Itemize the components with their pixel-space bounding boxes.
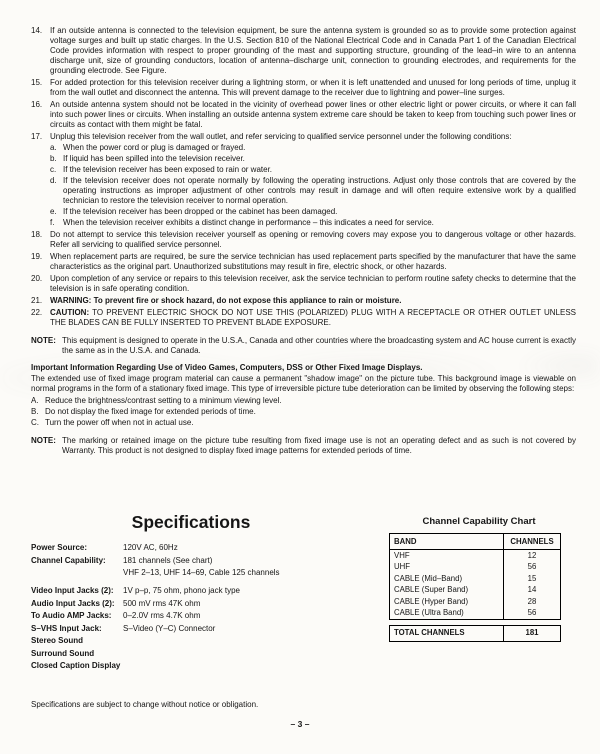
spec-value: VHF 2–13, UHF 14–69, Cable 125 channels	[123, 568, 280, 577]
spec-label: Closed Caption Display	[31, 661, 121, 670]
subitem-text: When the television receiver exhibits a distinct change in performance – this indicates a need for service.	[63, 218, 434, 227]
safety-subitem-b	[50, 154, 576, 164]
item-number: 19.	[31, 252, 43, 261]
safety-item-16	[31, 100, 576, 130]
item-number: 21.	[31, 296, 43, 305]
channel-chart-title: Channel Capability Chart	[422, 516, 536, 527]
caution-text: TO PREVENT ELECTRIC SHOCK DO NOT USE THIS (POLARIZED) PLUG WITH A RECEPTACLE OR OTHER OUTLET UNLESS THE BLADES CAN BE FULLY INSERTED TO PREVENT BLADE EXPOSURE.	[50, 308, 576, 327]
note-text: The marking or retained image on the picture tube resulting from fixed image use is not an operating defect and as such is not covered by Warranty. This product is not designed to display fixed image patterns for extended periods of time.	[62, 436, 576, 455]
safety-item-22-caution	[31, 308, 576, 328]
band-cell: CABLE (Mid–Band)	[390, 573, 504, 585]
fixed-image-heading: Important Information Regarding Use of Video Games, Computers, DSS or Other Fixed Image Displays.	[31, 363, 423, 372]
specifications-title: Specifications	[131, 512, 251, 532]
table-row	[390, 549, 561, 561]
note-1	[31, 336, 576, 356]
safety-item-15	[31, 78, 576, 98]
item-number: 17.	[31, 132, 43, 141]
spec-row	[31, 649, 371, 659]
item-text: An outside antenna system should not be located in the vicinity of overhead power lines or other electric light or power circuits, or where it can fall into such power lines or circuits. When installing an outside antenna system extreme care should be taken to keep from touching such power lines or circuits as contact with them might be fatal.	[50, 100, 576, 129]
item-number: 16.	[31, 100, 43, 109]
item-text	[50, 296, 576, 306]
spec-value: 1V p–p, 75 ohm, phono jack type	[123, 586, 240, 595]
step-b	[31, 407, 576, 417]
table-row	[390, 596, 561, 608]
step-letter: C.	[31, 418, 39, 427]
spec-value: S–Video (Y–C) Connector	[123, 623, 216, 633]
spec-value: 181 channels (See chart)	[123, 555, 213, 565]
spec-row	[31, 599, 371, 609]
safety-subitem-f	[50, 218, 576, 228]
channel-table-header-row	[390, 534, 561, 550]
item-text	[50, 308, 576, 328]
channels-header: CHANNELS	[504, 534, 561, 550]
spec-value	[123, 661, 371, 671]
spec-label	[31, 568, 123, 578]
item-number: 15.	[31, 78, 43, 87]
spec-label: Channel Capability:	[31, 555, 106, 565]
safety-subitem-a	[50, 143, 576, 153]
note-label: NOTE:	[31, 436, 56, 445]
item-number: 20.	[31, 274, 43, 283]
item-number: 22.	[31, 308, 43, 317]
safety-item-18	[31, 230, 576, 250]
subitem-text: If the television receiver has been dropped or the cabinet has been damaged.	[63, 207, 338, 216]
spec-label: To Audio AMP Jacks:	[31, 611, 112, 620]
step-text: Do not display the fixed image for extended periods of time.	[45, 407, 256, 416]
band-cell: CABLE (Hyper Band)	[390, 596, 504, 608]
subitem-text: If the television receiver does not operate normally by following the operating instructions. Adjust only those controls that are covered by the operating instructions as improper adjustment of other controls may result in damage and will often require extensive work by a qualified technician to restore the television receiver to normal operation.	[63, 176, 576, 205]
channel-table	[389, 533, 561, 620]
spec-row	[31, 661, 371, 671]
total-row	[390, 625, 561, 641]
spec-label: Surround Sound	[31, 648, 95, 658]
channel-capability-chart	[389, 512, 569, 674]
caution-label: CAUTION:	[50, 308, 90, 317]
spec-label: Stereo Sound	[31, 636, 84, 645]
item-text: When replacement parts are required, be sure the service technician has used replacement parts specified by the manufacturer that have the same characteristics as the original part. Unauthorized substitutions may result in fire, electric shock, or other hazards.	[50, 252, 576, 271]
footer-disclaimer: Specifications are subject to change without notice or obligation.	[31, 700, 259, 709]
step-letter: B.	[31, 407, 39, 416]
step-letter: A.	[31, 396, 39, 405]
subitem-letter: a.	[50, 143, 57, 152]
safety-item-17	[31, 132, 576, 228]
subitem-text: When the power cord or plug is damaged or frayed.	[63, 143, 246, 152]
step-a	[31, 396, 576, 406]
spec-row	[31, 556, 371, 566]
table-row	[390, 607, 561, 619]
spec-label: Power Source:	[31, 543, 88, 552]
safety-item-20	[31, 274, 576, 294]
spec-row	[31, 543, 371, 553]
item-number: 18.	[31, 230, 43, 239]
subitem-letter: c.	[50, 165, 57, 174]
item-text: If an outside antenna is connected to the television equipment, be sure the antenna system is grounded so as to provide some protection against voltage surges and built up static charges. In the U.S. Section 810 of the National Electrical Code and in Canada Part 1 of the Canadian Electrical Code provides information with respect to proper grounding of the mast and supporting structure, grounding of the lead–in wire to an antenna discharge unit, size of grounding conductors, location of antenna–discharge unit, connection to grounding electrodes, and requirements for the grounding electrode. See Figure.	[50, 26, 576, 75]
subitem-letter: b.	[50, 154, 57, 163]
safety-subitem-d	[50, 176, 576, 206]
band-cell: CABLE (Ultra Band)	[390, 607, 504, 619]
spec-row	[31, 611, 371, 621]
page-number: – 3 –	[290, 719, 310, 729]
safety-item-21-warning	[31, 296, 576, 306]
spec-value: 0–2.0V rms 4.7K ohm	[123, 611, 201, 620]
spec-label: Audio Input Jacks (2):	[31, 598, 115, 608]
total-channels-table	[389, 625, 561, 642]
item-text: For added protection for this television receiver during a lightning storm, or when it is left unattended and unused for long periods of time, unplug it from the wall outlet and disconnect the antenna. This will prevent damage to the receiver due to lightning and power–line surges.	[50, 78, 576, 97]
table-row	[390, 573, 561, 585]
fixed-image-steps	[31, 396, 576, 428]
step-text: Turn the power off when not in actual use.	[45, 418, 194, 427]
step-c	[31, 418, 576, 428]
warning-text: To prevent fire or shock hazard, do not expose this appliance to rain or moisture.	[93, 296, 402, 305]
item-number: 14.	[31, 26, 43, 35]
band-header: BAND	[390, 534, 504, 550]
spec-row	[31, 636, 371, 646]
safety-instructions	[31, 26, 576, 456]
spec-value: 120V AC, 60Hz	[123, 543, 178, 552]
item-17-intro: Unplug this television receiver from the wall outlet, and refer servicing to qualified service personnel under the following conditions:	[50, 132, 512, 141]
safety-item-19	[31, 252, 576, 272]
spec-label: Video Input Jacks (2):	[31, 586, 114, 595]
spec-value	[123, 636, 371, 646]
channels-cell: 56	[504, 607, 561, 619]
safety-item-14	[31, 26, 576, 76]
fixed-image-body: The extended use of fixed image program material can cause a permanent "shadow image" on the picture tube. This background image is viewable on normal programs in the form of a stationary fixed image. This type of irreversible picture tube deterioration can be limited by observing the following steps:	[31, 374, 576, 393]
band-cell: CABLE (Super Band)	[390, 584, 504, 596]
total-value: 181	[525, 628, 539, 637]
note-2	[31, 436, 576, 456]
warning-label: WARNING:	[50, 296, 92, 305]
item-text	[50, 132, 576, 228]
table-row	[390, 584, 561, 596]
band-cell: UHF	[390, 561, 504, 573]
spec-row	[31, 568, 371, 578]
channels-cell: 56	[504, 561, 561, 573]
subitem-letter: d.	[50, 176, 57, 185]
spec-value: 500 mV rms 47K ohm	[123, 598, 201, 608]
subitem-letter: e.	[50, 207, 57, 216]
channels-cell: 12	[504, 549, 561, 561]
spec-row	[31, 586, 371, 596]
subitem-text: If liquid has been spilled into the television receiver.	[63, 154, 245, 163]
channels-cell: 14	[504, 584, 561, 596]
subitem-text: If the television receiver has been exposed to rain or water.	[63, 165, 273, 174]
item-text: Upon completion of any service or repairs to this television receiver, ask the service technician to perform routine safety checks to determine that the television is in safe operating condition.	[50, 274, 576, 293]
safety-subitem-e	[50, 207, 576, 217]
spec-label: S–VHS Input Jack:	[31, 623, 102, 633]
band-cell: VHF	[390, 549, 504, 561]
channels-cell: 28	[504, 596, 561, 608]
note-label: NOTE:	[31, 336, 56, 345]
specifications-list	[31, 512, 371, 674]
safety-subitem-c	[50, 165, 576, 175]
spec-value	[123, 649, 371, 659]
spec-row	[31, 624, 371, 634]
step-text: Reduce the brightness/contrast setting to a minimum viewing level.	[45, 396, 282, 405]
total-label: TOTAL CHANNELS	[390, 625, 504, 641]
table-row	[390, 561, 561, 573]
note-text: This equipment is designed to operate in the U.S.A., Canada and other countries where the broadcasting system and AC house current is exactly the same as in the U.S.A. and Canada.	[62, 336, 576, 355]
channels-cell: 15	[504, 573, 561, 585]
subitem-letter: f.	[50, 218, 55, 227]
item-text: Do not attempt to service this television receiver yourself as opening or removing covers may expose you to dangerous voltage or other hazards. Refer all servicing to qualified service personnel.	[50, 230, 576, 249]
specifications-section	[31, 512, 576, 674]
